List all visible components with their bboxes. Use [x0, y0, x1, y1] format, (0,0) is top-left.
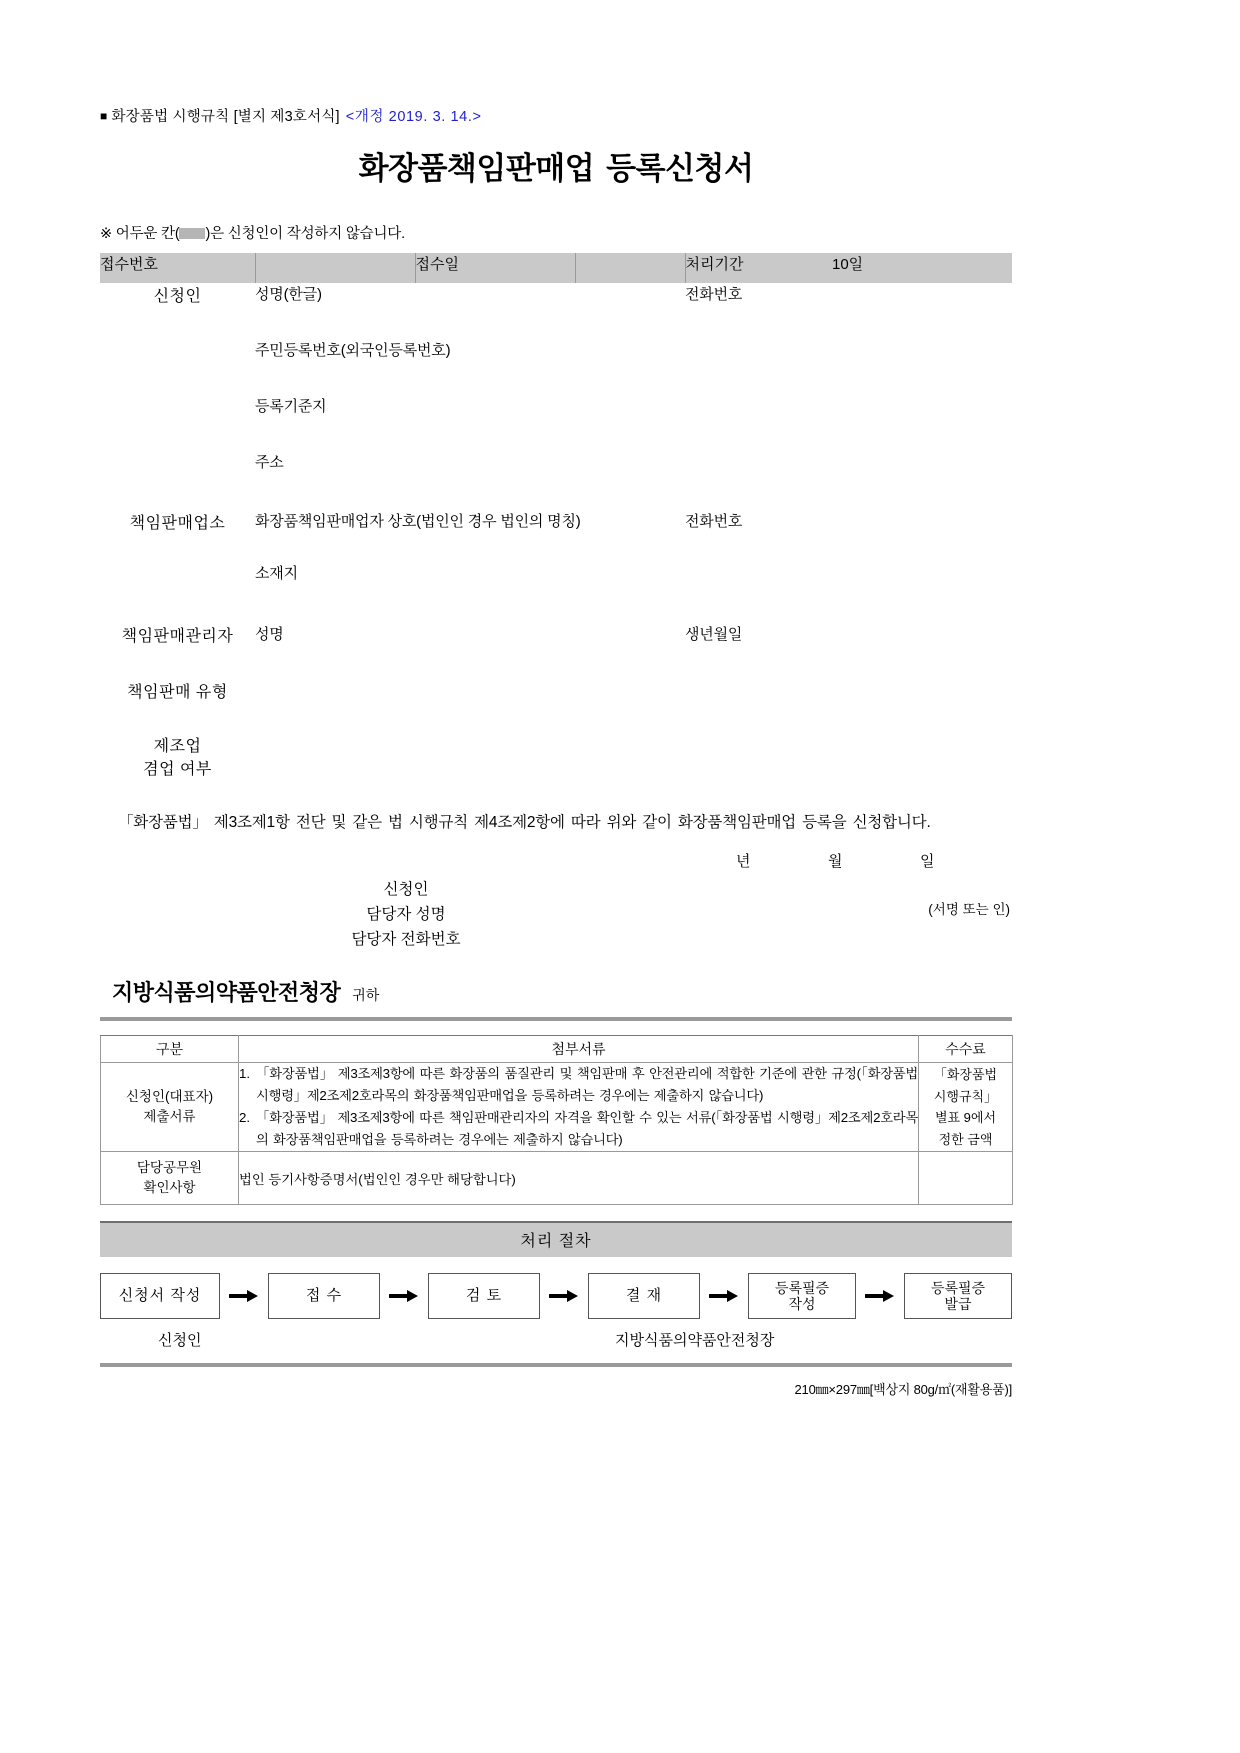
attachment-item-text: 「화장품법」 제3조제3항에 따른 책임판매관리자의 자격을 확인할 수 있는 서류(「화장품법 시행령」제2조제2호라목의 화장품책임판매업을 등록하려는 경우에는 제출하지 않습니다) — [256, 1110, 918, 1147]
arrow-icon — [227, 1289, 261, 1303]
applicant-section-label: 신청인 — [153, 287, 202, 305]
bullet-icon: ■ — [100, 109, 108, 123]
revision-note: <개정 2019. 3. 14.> — [345, 109, 482, 125]
flow-step-certificate-prepare-label: 등록필증 — [774, 1279, 830, 1296]
declaration-paragraph: 「화장품법」 제3조제1항 전단 및 같은 법 시행규칙 제4조제2항에 따라 위와 같이 화장품책임판매업 등록을 신청합니다. — [118, 813, 931, 831]
flow-step-receipt-label: 접 수 — [305, 1287, 343, 1305]
signature-block — [100, 877, 1012, 952]
applicant-registry-base-field[interactable]: 등록기준지 — [255, 397, 327, 415]
recipient-suffix: 귀하 — [352, 987, 380, 1004]
receipt-date-value[interactable] — [575, 253, 685, 283]
attachment-list-item — [239, 1063, 918, 1106]
attachment-item-number: 1. — [239, 1066, 251, 1082]
recipient-line — [100, 976, 1012, 1007]
arrow-icon — [387, 1289, 421, 1303]
shaded-cell-note-prefix: ※ 어두운 칸( — [100, 225, 180, 242]
shaded-cell-note — [100, 222, 1012, 243]
procedure-actor-authority: 지방식품의약품안전청장 — [615, 1332, 775, 1350]
manager-row — [100, 623, 1012, 679]
flow-step-certificate-issue-label: 등록필증 — [930, 1279, 986, 1296]
process-period-value: 10일 — [832, 253, 1012, 283]
business-phone-field[interactable]: 전화번호 — [685, 512, 743, 530]
attachment-item-text: 「화장품법」 제3조제3항에 따른 화장품의 품질관리 및 책임판매 후 안전관리에 적합한 기준에 관한 규정(「화장품법 시행령」제2조제2호라목의 화장품책임판매업을 등록하려는 경우에는 제출하지 않습니다) — [256, 1066, 918, 1103]
flow-step-certificate-prepare-label2: 작성 — [788, 1296, 816, 1313]
date-month[interactable]: 월 — [828, 852, 844, 870]
attachments-officer-document: 법인 등기사항증명서(법인인 경우만 해당합니다) — [239, 1152, 919, 1205]
signature-contact-phone-label: 담당자 전화번호 — [351, 931, 461, 949]
manager-section-label: 책임판매관리자 — [121, 627, 234, 645]
section-rule — [100, 1017, 1012, 1021]
business-trade-name-field[interactable]: 화장품책임판매업자 상호(법인인 경우 법인의 명칭) — [255, 512, 581, 530]
arrow-icon — [547, 1289, 581, 1303]
procedure-actor-applicant: 신청인 — [158, 1332, 202, 1350]
fee-line-4: 정한 금액 — [938, 1131, 993, 1147]
sales-type-section-label: 책임판매 유형 — [127, 683, 228, 701]
flow-step-certificate-prepare — [748, 1273, 856, 1319]
attachments-row-officer — [101, 1152, 1013, 1205]
date-line — [100, 850, 1012, 871]
receipt-number-label: 접수번호 — [100, 253, 255, 283]
manufacture-concurrent-value[interactable] — [255, 735, 1012, 797]
attachments-fee-cell — [919, 1063, 1013, 1152]
process-period-label: 처리기간 — [685, 253, 832, 283]
flow-step-certificate-issue-label2: 발급 — [944, 1296, 972, 1313]
law-reference: 화장품법 시행규칙 [별지 제3호서식] — [111, 109, 340, 125]
business-place-name-row — [100, 510, 1012, 562]
attachment-item-number: 2. — [239, 1110, 251, 1126]
receipt-number-value[interactable] — [255, 253, 415, 283]
date-year[interactable]: 년 — [736, 852, 752, 870]
flow-step-application — [100, 1273, 220, 1319]
flow-step-approval — [588, 1273, 700, 1319]
attachments-applicant-category-line1: 신청인(대표자) — [125, 1089, 214, 1105]
main-form-table — [100, 253, 1012, 797]
procedure-title: 처리 절차 — [100, 1221, 1012, 1257]
receipt-date-label: 접수일 — [415, 253, 575, 283]
applicant-resident-no-field[interactable]: 주민등록번호(외국인등록번호) — [255, 341, 451, 359]
attachments-applicant-documents — [239, 1063, 919, 1152]
page-title — [100, 143, 1012, 188]
attachments-header-row — [101, 1036, 1013, 1063]
signature-seal-note: (서명 또는 인) — [928, 901, 1010, 917]
applicant-name-field[interactable]: 성명(한글) — [255, 285, 322, 303]
manufacture-concurrent-label-line1: 제조업 — [153, 737, 202, 755]
paper-spec-footer: 210㎜×297㎜[백상지 80g/㎡(재활용품)] — [794, 1382, 1012, 1398]
attachments-row-applicant — [101, 1063, 1013, 1152]
applicant-name-row — [100, 283, 1012, 339]
page-title-sub: 등록신청서 — [606, 150, 754, 186]
arrow-icon — [863, 1289, 897, 1303]
attachments-applicant-category — [101, 1063, 239, 1152]
flow-step-approval-label: 결 재 — [625, 1287, 663, 1305]
attachments-officer-category — [101, 1152, 239, 1205]
attachments-officer-fee — [919, 1152, 1013, 1205]
flow-step-application-label: 신청서 작성 — [118, 1287, 202, 1305]
sales-type-value[interactable] — [255, 679, 1012, 735]
date-day[interactable]: 일 — [920, 852, 936, 870]
manager-birth-field[interactable]: 생년월일 — [685, 625, 743, 643]
recipient-name: 지방식품의약품안전청장 — [112, 980, 341, 1006]
sales-type-row — [100, 679, 1012, 735]
procedure-actors — [100, 1329, 1012, 1351]
fee-line-2: 시행규칙」 — [933, 1088, 998, 1104]
business-location-field[interactable]: 소재지 — [255, 564, 298, 582]
procedure-flowchart — [100, 1273, 1012, 1319]
shaded-cell-note-suffix: )은 신청인이 작성하지 않습니다. — [205, 225, 405, 242]
attachments-officer-category-line1: 담당공무원 — [136, 1160, 203, 1176]
flow-step-certificate-issue — [904, 1273, 1012, 1319]
form-sheet — [100, 108, 1012, 1398]
attachments-table — [100, 1035, 1013, 1205]
signature-contact-name-label: 담당자 성명 — [366, 906, 446, 924]
fee-line-1: 「화장품법 — [933, 1067, 998, 1083]
attachments-col-fee: 수수료 — [919, 1036, 1013, 1063]
manufacture-concurrent-label-line2: 겸업 여부 — [143, 761, 212, 779]
attachments-applicant-category-line2: 제출서류 — [143, 1109, 196, 1125]
attachments-col-category: 구분 — [101, 1036, 239, 1063]
document-header — [100, 108, 1012, 127]
manufacture-concurrent-row — [100, 735, 1012, 797]
bottom-rule — [100, 1363, 1012, 1367]
arrow-icon — [707, 1289, 741, 1303]
fee-line-3: 별표 9에서 — [934, 1110, 997, 1126]
shaded-swatch-icon — [179, 228, 205, 239]
receipt-header-row — [100, 253, 1012, 283]
flow-step-review-label: 검 토 — [465, 1287, 503, 1305]
applicant-phone-field[interactable]: 전화번호 — [685, 285, 743, 303]
attachments-col-documents: 첨부서류 — [239, 1036, 919, 1063]
flow-step-receipt — [268, 1273, 380, 1319]
signature-applicant-label: 신청인 — [383, 880, 429, 898]
page-title-main: 화장품책임판매업 — [358, 150, 595, 186]
flow-step-review — [428, 1273, 540, 1319]
attachment-list-item — [239, 1107, 918, 1150]
manufacture-concurrent-section-label — [100, 735, 255, 797]
business-place-section-label: 책임판매업소 — [129, 514, 226, 532]
applicant-address-field[interactable]: 주소 — [255, 453, 284, 471]
manager-name-field[interactable]: 성명 — [255, 625, 284, 643]
attachments-officer-category-line2: 확인사항 — [143, 1180, 196, 1196]
